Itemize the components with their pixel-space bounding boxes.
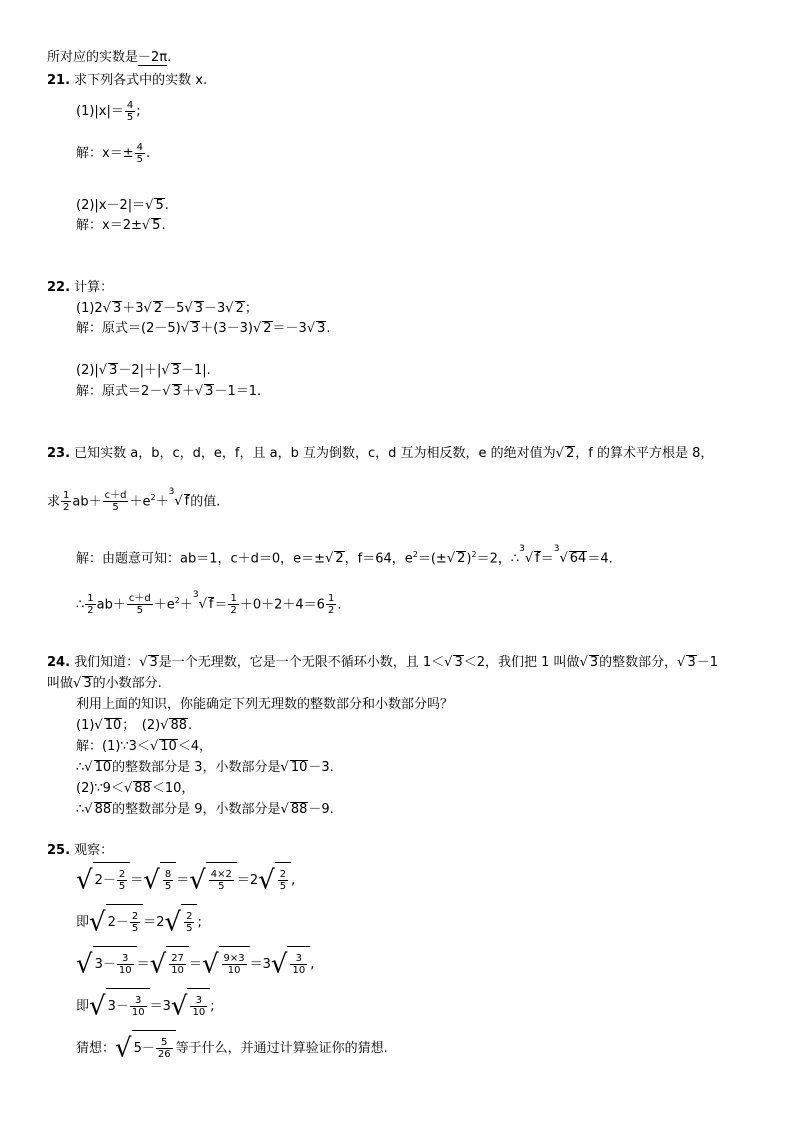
- radicand: 2: [263, 321, 272, 336]
- top-line-prefix: 所对应的实数是: [47, 50, 139, 65]
- radicand: 3: [149, 655, 158, 670]
- denominator: 5: [118, 881, 126, 892]
- numerator: 3: [290, 953, 307, 965]
- punct: .: [145, 146, 151, 161]
- text: ＜2，我们把 1 叫做: [463, 655, 580, 670]
- radicand: 2: [235, 301, 244, 316]
- radical-sign: [84, 802, 92, 817]
- text: ＝2: [143, 915, 165, 930]
- radicand: 10: [290, 760, 308, 775]
- text: ，f 的算术平方根是 8，: [575, 446, 714, 461]
- text: ＋: [155, 494, 169, 510]
- fraction: [135, 142, 145, 165]
- q24-number: 24.: [47, 655, 71, 670]
- root-index: 3: [519, 544, 525, 554]
- text: (1)2: [76, 301, 103, 316]
- text: －5: [163, 301, 185, 316]
- radical-sign: [124, 781, 132, 796]
- radical-sign: [150, 739, 158, 754]
- text: 解：原式＝(2－5): [76, 321, 181, 336]
- text: 的整数部分是 9，小数部分是: [112, 802, 281, 817]
- text: －1: [696, 655, 719, 670]
- q21-part1: [76, 100, 141, 123]
- big-radical-sign: √: [201, 949, 219, 980]
- radical-sign: [142, 218, 150, 233]
- q21-solution2: [76, 216, 166, 236]
- numerator: 2: [279, 869, 287, 880]
- q24-solution1: [76, 737, 212, 757]
- radicand: 10: [160, 739, 177, 754]
- radical-sign: [161, 363, 169, 378]
- big-radical-sign: √: [189, 865, 206, 896]
- radical-sign: [325, 551, 333, 566]
- fraction: [222, 953, 247, 976]
- numerator: 4×2: [210, 869, 232, 880]
- fraction: [130, 995, 147, 1018]
- radical-sign: [160, 718, 168, 733]
- radicand: f: [535, 551, 540, 567]
- denominator: 5: [186, 923, 193, 934]
- q22-solution2: [76, 382, 261, 402]
- text: ＋e: [129, 494, 151, 510]
- text: ＜10，: [151, 781, 195, 796]
- radical-sign: [199, 597, 207, 612]
- radical-sign: [677, 655, 685, 670]
- fraction: [130, 911, 140, 934]
- denominator: 26: [157, 1049, 171, 1060]
- text: 等于什么，并通过计算验证你的猜想.: [175, 1041, 388, 1056]
- radicand: 10: [94, 760, 112, 775]
- radical-sign: [73, 676, 81, 691]
- q24-line2: [47, 674, 162, 694]
- radicand: 2: [565, 446, 575, 461]
- text: 解：(1)∵3＜: [76, 739, 150, 754]
- text: ＝: [130, 873, 144, 888]
- punct: ;: [197, 915, 202, 930]
- denominator: 10: [192, 1007, 206, 1018]
- q22-title: [47, 278, 113, 298]
- radicand: 88: [170, 718, 188, 733]
- denominator: 5: [131, 923, 139, 934]
- radicand: [275, 862, 291, 899]
- fraction: [127, 593, 153, 616]
- text: .: [188, 718, 193, 733]
- radicand: f: [184, 494, 190, 510]
- radical-sign: [94, 718, 102, 733]
- big-radical-sign: √: [115, 1033, 132, 1064]
- text: (2)∵9＜: [76, 781, 124, 796]
- punct: ;: [210, 999, 215, 1014]
- text: 利用上面的知识，你能确定下列无理数的整数部分和小数部分吗？: [76, 697, 454, 712]
- fraction: [190, 995, 207, 1018]
- q22-solution1: [76, 319, 331, 339]
- denominator: 5: [279, 881, 287, 892]
- q24-line4: [76, 716, 192, 736]
- big-radical-sign: √: [258, 865, 275, 896]
- q25-text: 观察：: [74, 843, 114, 858]
- text: ＝2，∴: [476, 551, 520, 567]
- q22-number: 22.: [47, 280, 71, 295]
- big-radical-sign: √: [149, 949, 167, 980]
- text: 解：原式＝2－: [76, 384, 163, 399]
- radicand: 3: [83, 676, 92, 691]
- radical-sign: [195, 384, 203, 399]
- text: ∴: [76, 760, 85, 775]
- root-index: 3: [553, 544, 560, 554]
- radicand: 64: [569, 551, 587, 567]
- q21-number: 21.: [47, 73, 71, 88]
- text: ＝－3: [272, 321, 307, 336]
- q23-number: 23.: [47, 446, 71, 461]
- exponent: 2: [471, 550, 477, 559]
- text: 2－: [94, 873, 116, 888]
- text: ＝: [214, 597, 228, 613]
- numerator: 2: [131, 911, 139, 922]
- text: 即: [76, 999, 90, 1014]
- radical-sign: [444, 655, 452, 670]
- numerator: 5: [156, 1037, 173, 1049]
- top-line-suffix: .: [167, 50, 172, 65]
- text: ＝: [188, 957, 202, 972]
- text: －9.: [308, 802, 334, 817]
- denominator: 10: [171, 965, 184, 976]
- numerator: 1: [63, 490, 70, 502]
- q24-line3: [76, 695, 453, 715]
- text: ∴: [76, 597, 85, 613]
- radicand: 3: [194, 301, 203, 316]
- radical-sign: [184, 301, 192, 316]
- radical-sign: [281, 760, 289, 775]
- text: 的小数部分.: [92, 676, 162, 691]
- text: －1＝1.: [214, 384, 262, 399]
- q25-expr2: [76, 904, 202, 941]
- q25-title: [47, 841, 113, 861]
- q21-p1-label: (1)|x|＝: [76, 104, 124, 119]
- numerator: 8: [164, 869, 172, 880]
- numerator: 2: [118, 869, 126, 880]
- big-radical-sign: √: [170, 991, 188, 1022]
- radical-sign: [162, 384, 170, 399]
- text: (2)|: [76, 363, 99, 378]
- q21-text: 求下列各式中的实数 x.: [74, 73, 208, 88]
- text: ＋: [181, 384, 195, 399]
- radical-sign: [103, 301, 111, 316]
- q25-expr3: [76, 946, 314, 983]
- fraction: [163, 869, 173, 892]
- numerator: 9×3: [223, 953, 245, 964]
- q23-solution2: [76, 587, 341, 619]
- radical-sign: [139, 655, 147, 670]
- text: 3－: [107, 999, 129, 1014]
- radicand: [166, 946, 189, 983]
- exponent: 2: [174, 596, 180, 605]
- text: ＜4，: [177, 739, 213, 754]
- denominator: 2: [327, 605, 335, 617]
- radical-sign: [447, 551, 455, 566]
- q21-s2-label: 解：x＝2±: [76, 218, 142, 233]
- numerator: 4: [136, 142, 143, 153]
- radicand: 2: [153, 301, 163, 316]
- denominator: 10: [292, 965, 306, 976]
- text: 我们知道：: [74, 655, 140, 670]
- fraction: [184, 911, 194, 934]
- radicand: 3: [589, 655, 599, 670]
- radical-sign: [174, 494, 182, 509]
- text: ＝3: [149, 999, 171, 1014]
- root-index: 3: [168, 487, 175, 497]
- text: 的值.: [190, 494, 221, 510]
- q23-line2: [47, 484, 220, 516]
- numerator: c＋d: [128, 593, 151, 605]
- radicand: [219, 946, 250, 983]
- fraction: [169, 953, 186, 976]
- radicand: 88: [94, 802, 112, 817]
- text: ＝2: [236, 873, 259, 888]
- fraction: [125, 100, 135, 123]
- text: ； (2): [122, 718, 161, 733]
- fraction: [85, 593, 95, 616]
- denominator: 2: [87, 605, 94, 617]
- text: 已知实数 a，b，c，d，e，f，且 a，b 互为倒数，c，d 互为相反数，e 的绝对值为: [74, 446, 556, 461]
- radicand: 3: [112, 301, 122, 316]
- exponent: 2: [150, 493, 156, 502]
- radical-sign: [84, 760, 92, 775]
- q25-expr1: [76, 862, 295, 899]
- q23-solution1: [76, 545, 613, 569]
- q22-part1: [76, 299, 258, 319]
- radical-sign: [253, 321, 261, 336]
- radicand: [287, 946, 310, 983]
- q22-part2: [76, 361, 211, 381]
- q24-solution3: [76, 779, 194, 799]
- text: ab＋: [72, 494, 102, 510]
- punct: .: [161, 218, 166, 233]
- text: 求: [47, 494, 61, 510]
- numerator: c＋d: [104, 490, 127, 502]
- q21-p2-label: (2)|x－2|＝: [76, 198, 146, 213]
- radical-sign: [580, 655, 588, 670]
- punct: ,: [310, 957, 315, 972]
- text: ＝: [136, 957, 150, 972]
- radical-sign: [307, 321, 315, 336]
- denominator: 5: [136, 154, 143, 165]
- radicand: [206, 862, 237, 899]
- text: .: [326, 321, 331, 336]
- big-radical-sign: √: [270, 949, 288, 980]
- big-radical-sign: √: [164, 907, 182, 938]
- text: ): [466, 551, 472, 567]
- radicand: 2: [335, 551, 344, 567]
- radicand: 10: [104, 718, 122, 733]
- numerator: 27: [171, 953, 184, 964]
- radicand: f: [208, 597, 214, 613]
- text: ＋0＋2＋4＝6: [239, 597, 325, 613]
- text: 2－: [107, 915, 129, 930]
- radical-sign: [281, 802, 289, 817]
- text: ＋: [179, 597, 193, 613]
- text: 解：由题意可知：ab＝1，c＋d＝0，e＝±: [76, 551, 326, 567]
- punct: ,: [291, 873, 296, 888]
- radical-sign: [525, 551, 533, 566]
- text: ＋(3－3): [200, 321, 253, 336]
- punct: .: [164, 198, 169, 213]
- q21-solution1: [76, 142, 150, 165]
- radicand: [187, 988, 210, 1025]
- fraction: [326, 593, 336, 616]
- radicand: 3: [172, 384, 181, 399]
- text: ＝: [176, 873, 190, 888]
- radicand: [106, 988, 150, 1025]
- q25-guess: [76, 1030, 388, 1067]
- denominator: 5: [164, 881, 172, 892]
- numerator: 4: [126, 100, 134, 111]
- radicand: [93, 862, 131, 899]
- text: ＝3: [249, 957, 271, 972]
- q21-s1-label: 解：x＝±: [76, 146, 134, 161]
- fraction: [209, 869, 234, 892]
- numerator: 3: [130, 995, 147, 1007]
- text: 的整数部分是 3，小数部分是: [112, 760, 281, 775]
- radical-sign: [144, 301, 152, 316]
- text: ＝4.: [587, 551, 613, 567]
- text: ＋e: [153, 597, 175, 613]
- text: 叫做: [47, 676, 74, 691]
- radical-sign: [181, 321, 189, 336]
- fraction: [228, 593, 238, 616]
- denominator: 5: [112, 502, 119, 514]
- radicand: [181, 904, 197, 941]
- radicand: 3: [454, 655, 463, 670]
- top-line: [47, 48, 171, 68]
- exponent: 2: [412, 550, 418, 559]
- denominator: 2: [230, 605, 237, 617]
- radicand: 5: [155, 198, 164, 213]
- text: －1|.: [180, 363, 211, 378]
- numerator: 1: [87, 593, 94, 605]
- text: .: [337, 597, 342, 613]
- denominator: 10: [118, 965, 132, 976]
- fraction: [290, 953, 307, 976]
- text: 5－: [133, 1041, 155, 1056]
- radicand: 3: [190, 321, 200, 336]
- fraction: [103, 490, 129, 513]
- text: 即: [76, 915, 90, 930]
- text: －3: [203, 301, 226, 316]
- text: ＝(±: [417, 551, 447, 567]
- radicand: 3: [205, 384, 214, 399]
- radicand: 2: [457, 551, 466, 567]
- q21-title: [47, 71, 207, 91]
- numerator: 2: [186, 911, 193, 922]
- denominator: 5: [136, 605, 143, 617]
- q24-solution2: [76, 758, 334, 778]
- radicand: 3: [171, 363, 180, 378]
- text: 3－: [94, 957, 116, 972]
- radical-sign: [559, 551, 567, 566]
- radicand: 88: [290, 802, 308, 817]
- radical-sign: [99, 363, 107, 378]
- q25-expr4: [76, 988, 215, 1025]
- fraction: [117, 869, 127, 892]
- denominator: 2: [63, 502, 70, 514]
- numerator: 1: [230, 593, 237, 605]
- text: (1): [76, 718, 95, 733]
- radicand: 88: [134, 781, 151, 796]
- big-radical-sign: √: [76, 865, 93, 896]
- numerator: 1: [327, 593, 335, 605]
- q21-part2: [76, 196, 169, 216]
- big-radical-sign: √: [143, 865, 160, 896]
- q22-text: 计算：: [74, 280, 114, 295]
- fraction: [117, 953, 134, 976]
- text: ＋3: [122, 301, 144, 316]
- radicand: [106, 904, 144, 941]
- root-index: 3: [192, 590, 199, 600]
- text: 是一个无理数，它是一个无限不循环小数，且 1＜: [158, 655, 445, 670]
- punct: ;: [136, 104, 141, 119]
- radicand: 3: [317, 321, 326, 336]
- denominator: 10: [227, 965, 241, 976]
- fraction: [61, 490, 71, 513]
- radical-sign: [225, 301, 233, 316]
- text: －3.: [308, 760, 334, 775]
- q23-line1: [47, 444, 713, 464]
- denominator: 10: [131, 1007, 145, 1018]
- top-line-answer: －2π: [138, 50, 168, 65]
- radical-sign: [556, 446, 564, 461]
- numerator: 3: [190, 995, 207, 1007]
- radicand: 3: [687, 655, 696, 670]
- q25-number: 25.: [47, 843, 71, 858]
- text: ab＋: [96, 597, 126, 613]
- text: －2|＋|: [118, 363, 162, 378]
- radicand: [160, 862, 176, 899]
- q24-line1: [47, 653, 718, 673]
- radicand: [93, 946, 137, 983]
- text: ，f＝64，e: [344, 551, 413, 567]
- big-radical-sign: √: [89, 907, 106, 938]
- q24-solution4: [76, 800, 334, 820]
- denominator: 5: [126, 112, 134, 123]
- radicand: 5: [152, 218, 161, 233]
- radical-sign: [145, 198, 153, 213]
- text: 的整数部分，: [599, 655, 678, 670]
- text: ；: [244, 301, 258, 316]
- big-radical-sign: √: [89, 991, 106, 1022]
- denominator: 5: [218, 881, 225, 892]
- radicand: [132, 1030, 176, 1067]
- fraction: [278, 869, 288, 892]
- text: 猜想：: [76, 1041, 116, 1056]
- big-radical-sign: √: [76, 949, 93, 980]
- numerator: 3: [117, 953, 134, 965]
- text: ＝: [540, 551, 554, 567]
- text: ∴: [76, 802, 85, 817]
- fraction: [156, 1037, 173, 1060]
- radicand: 3: [109, 363, 118, 378]
